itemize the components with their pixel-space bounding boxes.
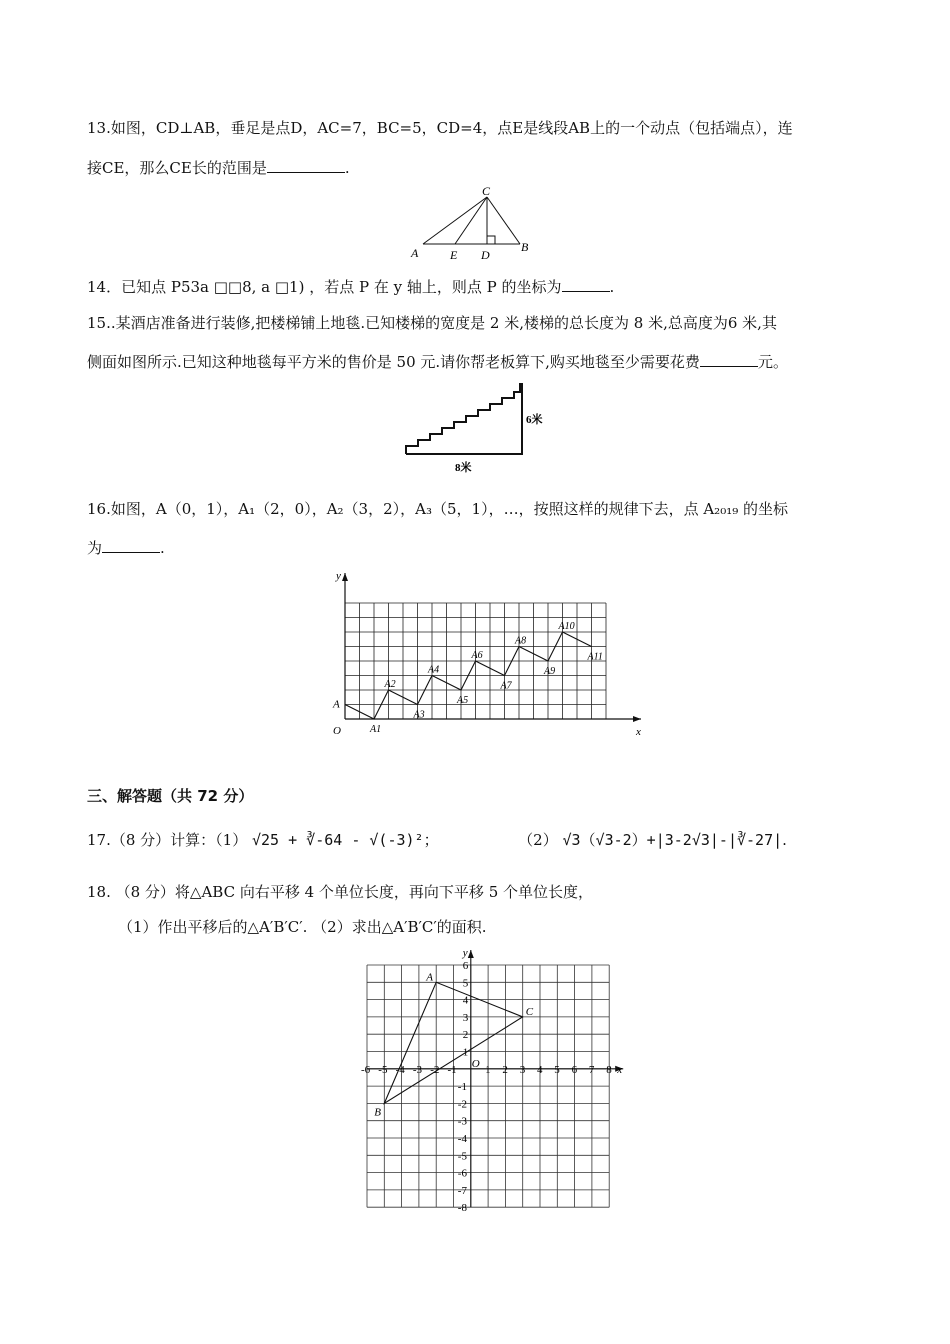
x-tick-label: -3 — [412, 1063, 423, 1076]
q14-line — [87, 277, 614, 297]
q18-vertex-C: C — [525, 1005, 534, 1018]
q16-point-label: A2 — [384, 679, 396, 690]
y-tick-label: 3 — [462, 1011, 469, 1024]
q13-label-E: E — [450, 248, 458, 261]
q15-height-label: 6米 — [526, 414, 543, 426]
q16-grid-figure — [325, 565, 655, 743]
x-tick-label: 6 — [571, 1063, 578, 1076]
x-tick-label: -1 — [447, 1063, 457, 1076]
q13-line2-text: 接CE，那么CE长的范围是 — [87, 159, 267, 177]
y-tick-label: -3 — [457, 1115, 467, 1128]
q17-prefix: 17.（8 分）计算：（1） — [87, 831, 248, 849]
q18-coordinate-grid — [355, 948, 635, 1218]
x-tick-label: 2 — [502, 1063, 508, 1076]
q16-point-label: A3 — [413, 709, 425, 721]
q16-point-label: A6 — [471, 650, 483, 661]
q16-y-label: y — [336, 570, 341, 582]
q16-line1: 16.如图，A（0，1），A₁（2，0），A₂（3，2），A₃（5，1），…，按照这样的规律下去，点 A₂₀₁₉ 的坐标 — [87, 500, 788, 518]
y-tick-label: -2 — [457, 1098, 467, 1111]
y-tick-label: -6 — [457, 1167, 467, 1180]
q13-answer-blank[interactable] — [267, 158, 345, 173]
y-axis-arrow — [342, 573, 348, 581]
q13-line1: 13.如图，CD⊥AB，垂足是点D，AC=7，BC=5，CD=4，点E是线段AB上的一个动点（包括端点），连 — [87, 119, 793, 137]
x-tick-label: 4 — [537, 1063, 543, 1076]
y-tick-label: 4 — [462, 994, 469, 1007]
q13-label-C: C — [482, 184, 491, 198]
q16-point-label: A8 — [515, 635, 527, 647]
q13-label-D: D — [481, 248, 490, 261]
q16-point-label: A9 — [544, 666, 556, 677]
y-tick-label: 2 — [462, 1029, 469, 1042]
q16-point-label: A5 — [457, 695, 469, 706]
x-tick-label: 1 — [485, 1063, 491, 1076]
x-tick-label: 5 — [554, 1063, 560, 1076]
q18-x-label: x — [617, 1063, 623, 1076]
q16-point-label: A4 — [428, 664, 440, 676]
q16-line2-text: 为 — [87, 539, 103, 557]
q15-stairs-figure — [400, 378, 560, 478]
y-tick-label: -5 — [457, 1150, 467, 1163]
q16-point-label: A1 — [370, 724, 382, 735]
q16-point-label: A11 — [587, 651, 603, 663]
y-axis-arrow — [468, 950, 474, 958]
q15-end: 元。 — [757, 353, 788, 371]
q18-y-label: y — [462, 948, 468, 959]
x-axis-arrow — [633, 716, 641, 722]
section3-title: 三、解答题（共 72 分） — [87, 787, 254, 805]
x-tick-label: -5 — [378, 1063, 388, 1076]
q16-x-label: x — [636, 726, 641, 738]
y-tick-label: -4 — [457, 1133, 467, 1145]
q16-point-A-label: A — [333, 698, 340, 711]
q17-expression-1: √25 + ∛-64 - √(-3)² — [252, 831, 424, 849]
q17-part2-prefix: （2） — [518, 831, 558, 849]
x-tick-label: -4 — [395, 1063, 405, 1076]
q15-line2-text: 侧面如图所示.已知这种地毯每平方米的售价是 50 元.请你帮老板算下,购买地毯至少需要花费 — [87, 353, 700, 371]
q16-end: . — [160, 539, 165, 557]
q18-vertex-B: B — [374, 1106, 382, 1119]
q18-line2: （1）作出平移后的△A′B′C′. （2）求出△A′B′C′的面积. — [118, 918, 487, 936]
q17-line — [87, 830, 787, 850]
x-tick-label: -6 — [361, 1063, 371, 1076]
q17-expression-2: √3（√3-2）+|3-2√3|-|∛-27| — [562, 831, 783, 849]
q16-line2 — [87, 538, 165, 558]
y-tick-label: 1 — [462, 1046, 469, 1059]
q13-label-A: A — [411, 246, 419, 260]
q15-line1: 15..某酒店准备进行装修,把楼梯铺上地毯.已知楼梯的宽度是 2 米,楼梯的总长度为 8 米,总高度为6 米,其 — [87, 314, 777, 332]
q17-end: . — [782, 831, 787, 849]
q14-answer-blank[interactable] — [562, 277, 610, 292]
y-tick-label: -7 — [457, 1184, 467, 1197]
q13-triangle-figure — [405, 183, 540, 261]
x-tick-label: -2 — [430, 1063, 440, 1076]
y-tick-label: 5 — [462, 977, 469, 990]
q16-origin-label: O — [333, 725, 341, 737]
q15-length-label: 8米 — [455, 462, 472, 474]
q18-origin-label: O — [471, 1057, 480, 1070]
q16-point-label: A7 — [500, 680, 512, 692]
q14-end: . — [609, 278, 615, 296]
x-tick-label: 7 — [588, 1063, 595, 1076]
y-tick-label: -8 — [457, 1202, 467, 1215]
q14-text: 14．已知点 P53a □□8, a □1) ，若点 P 在 y 轴上，则点 P 的坐标为 — [87, 278, 562, 296]
y-tick-label: 6 — [462, 960, 469, 972]
q15-line2 — [87, 352, 788, 372]
q15-answer-blank[interactable] — [700, 352, 758, 367]
x-tick-label: 3 — [519, 1063, 526, 1076]
q18-line1: 18. （8 分）将△ABC 向右平移 4 个单位长度，再向下平移 5 个单位长度， — [87, 883, 594, 901]
q16-point-label: A10 — [558, 621, 575, 632]
q16-answer-blank[interactable] — [102, 538, 160, 553]
x-tick-label: 8 — [606, 1063, 612, 1076]
q17-separator: ； — [423, 831, 439, 849]
y-tick-label: -1 — [457, 1081, 467, 1094]
q13-end: . — [344, 159, 350, 177]
q13-line2 — [87, 158, 350, 178]
q13-label-B: B — [521, 240, 529, 254]
q18-vertex-A: A — [426, 971, 433, 984]
